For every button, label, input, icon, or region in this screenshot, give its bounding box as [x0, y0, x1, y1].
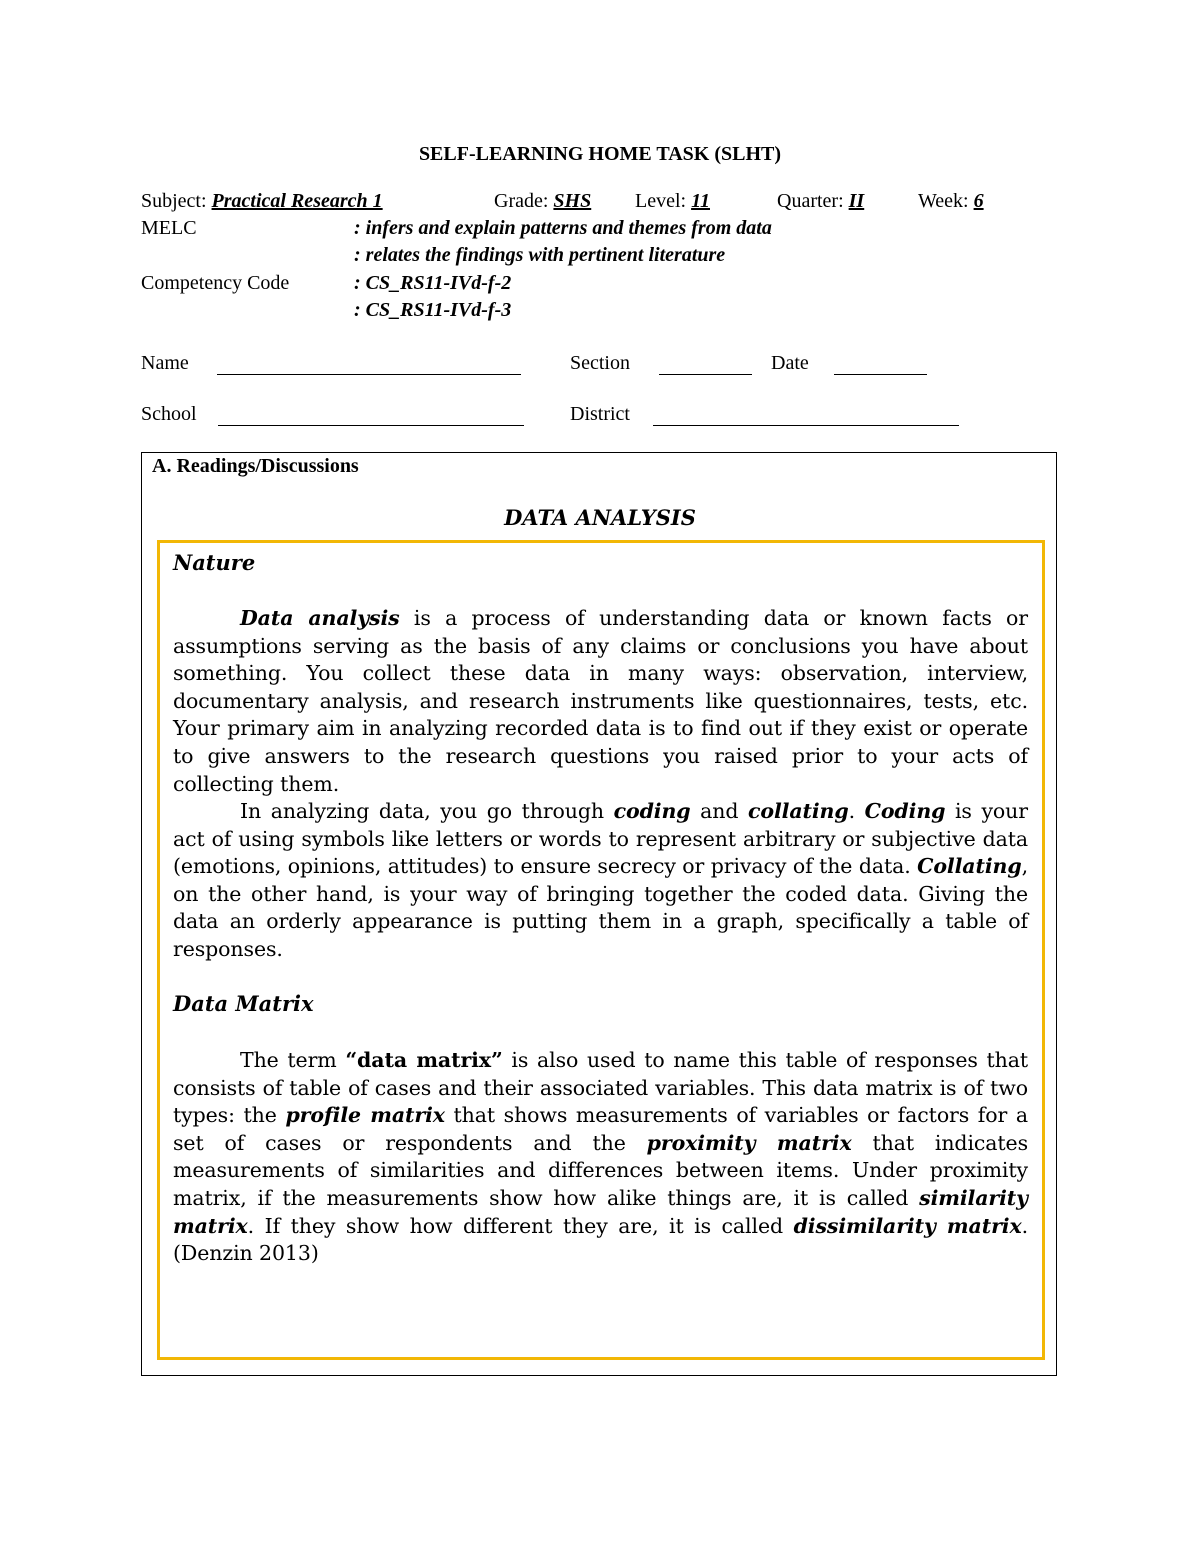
section-label: Section	[570, 352, 630, 374]
competency-code-2: : CS_RS11-IVd-f-3	[354, 299, 512, 321]
quarter-line	[777, 190, 864, 213]
quarter-label: Quarter:	[777, 190, 844, 212]
m-c: that shows measurements of variables or factors for a set of cases or respondents and the	[173, 1103, 1028, 1155]
name-label: Name	[141, 352, 189, 374]
data-matrix-paragraph	[173, 1047, 1028, 1268]
school-field	[141, 403, 197, 426]
district-blank[interactable]	[653, 407, 959, 426]
nature-p1-text: is a process of understanding data or known facts or assumptions serving as the basis of any claims or conclusions you have about something. You collect these data in many ways: observation, interview, documentary analysis, and research instruments like questionnaires, tests, etc. Your primary aim in analyzing recorded data is to find out if they exist or operate to give answers to the research questions you raised prior to your acts of collecting them.	[173, 606, 1028, 796]
week-line	[918, 190, 984, 213]
document-title: SELF-LEARNING HOME TASK (SLHT)	[418, 143, 782, 165]
term-collating: collating	[747, 799, 849, 823]
nature-paragraph-2	[173, 798, 1028, 964]
competency-code-label: Competency Code	[141, 272, 290, 294]
data-matrix-heading: Data Matrix	[173, 991, 314, 1016]
subject-label: Subject:	[141, 190, 207, 212]
date-field	[771, 352, 809, 375]
level-value: 11	[691, 190, 710, 212]
nature-paragraph-1	[173, 605, 1028, 798]
name-blank[interactable]	[217, 356, 521, 375]
m-a: The term	[240, 1048, 346, 1072]
term-coding: coding	[613, 799, 691, 823]
school-label: School	[141, 403, 197, 425]
term-similarity-matrix: similarity matrix	[173, 1185, 1028, 1238]
data-analysis-title: DATA ANALYSIS	[504, 505, 696, 530]
level-line	[635, 190, 710, 213]
p2-c: .	[848, 799, 865, 823]
grade-label: Grade:	[494, 190, 549, 212]
m-f: . (Denzin 2013)	[173, 1213, 1028, 1266]
p2-d: is your act of using symbols like letters or words to represent arbitrary or subjective data (emotions, opinions, attitudes) to ensure secrecy or privacy of the data.	[173, 799, 1028, 879]
competency-code-1: : CS_RS11-IVd-f-2	[354, 272, 512, 294]
section-field	[570, 352, 630, 375]
name-field	[141, 352, 189, 375]
grade-line	[494, 190, 591, 213]
p2-a: In analyzing data, you go through	[240, 799, 614, 823]
melc-2: : relates the findings with pertinent literature	[354, 244, 726, 266]
subject-line	[141, 190, 383, 213]
m-d: that indicates measurements of similarities and differences between items. Under proximity matrix, if the measurements show how alike things are, it is called	[173, 1130, 1029, 1210]
term-profile-matrix: profile matrix	[285, 1103, 445, 1128]
subject-value: Practical Research 1	[211, 190, 383, 212]
week-label: Week:	[918, 190, 969, 212]
nature-heading: Nature	[173, 550, 256, 575]
district-field	[570, 403, 630, 426]
grade-value: SHS	[553, 190, 592, 212]
p2-e: , on the other hand, is your way of bringing together the coded data. Giving the data an orderly appearance is putting them in a graph, specifically a table of responses.	[173, 854, 1028, 961]
section-heading: A. Readings/Discussions	[152, 455, 359, 477]
term-data-analysis: Data analysis	[240, 606, 400, 630]
week-value: 6	[973, 190, 984, 212]
section-blank[interactable]	[659, 356, 752, 375]
p2-b: and	[690, 799, 748, 823]
quarter-value: II	[848, 190, 865, 212]
term-coding-2: Coding	[864, 799, 946, 823]
date-label: Date	[771, 352, 809, 374]
term-dissimilarity-matrix: dissimilarity matrix	[793, 1213, 1022, 1238]
term-data-matrix: “data matrix”	[345, 1048, 503, 1072]
melc-1: : infers and explain patterns and themes from data	[354, 217, 772, 239]
m-b: is also used to name this table of responses that consists of table of cases and their associated variables. This data matrix is of two types: the	[173, 1048, 1028, 1128]
school-blank[interactable]	[218, 407, 524, 426]
term-collating-2: Collating	[917, 854, 1022, 879]
term-proximity-matrix: proximity matrix	[646, 1130, 852, 1155]
date-blank[interactable]	[834, 356, 927, 375]
m-e: . If they show how different they are, it is called	[247, 1213, 794, 1238]
level-label: Level:	[635, 190, 687, 212]
district-label: District	[570, 403, 630, 425]
melc-label: MELC	[141, 217, 197, 239]
